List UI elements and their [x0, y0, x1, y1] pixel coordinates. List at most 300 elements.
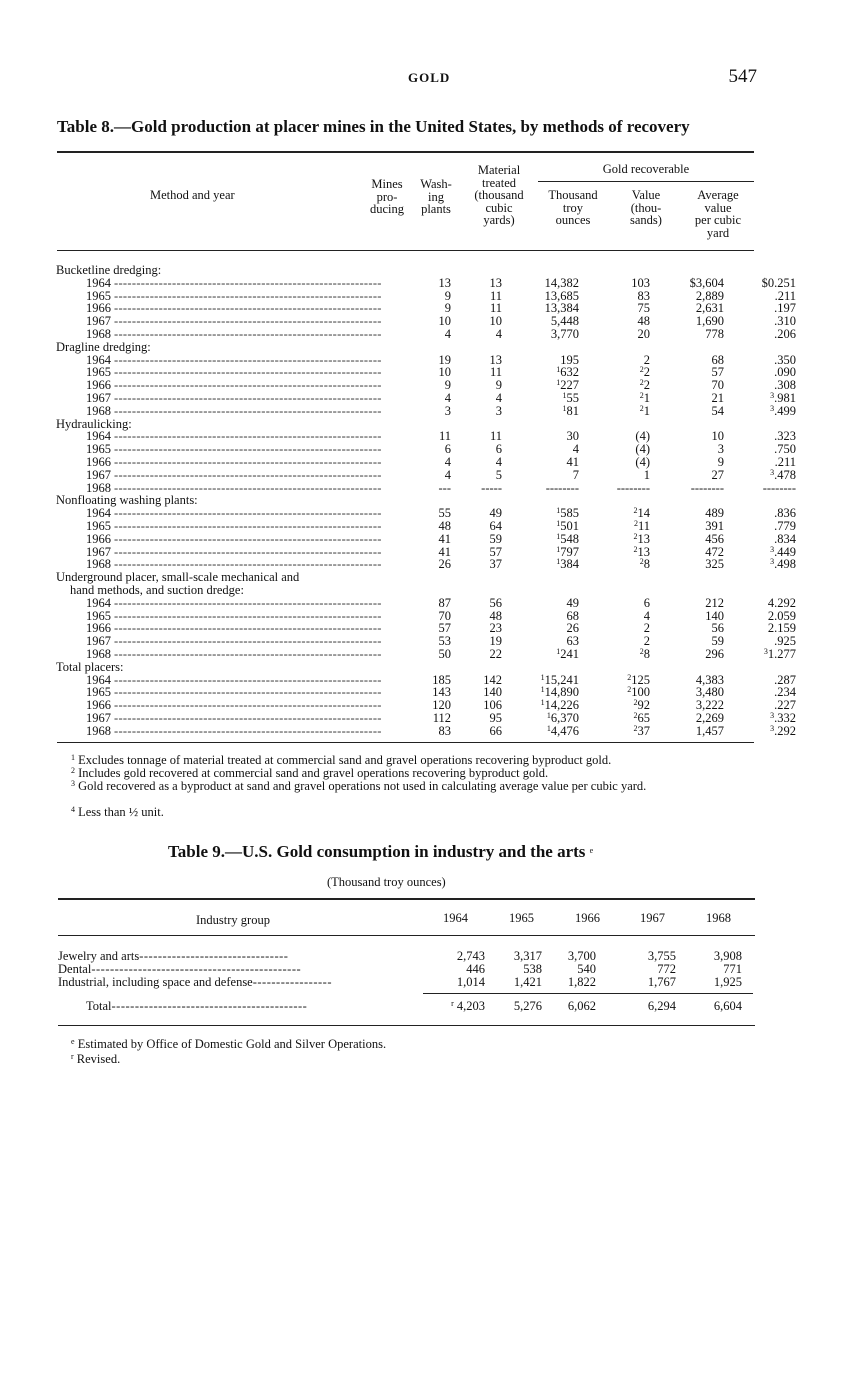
year-label: 1964	[86, 275, 111, 290]
table9-subtitle: (Thousand troy ounces)	[327, 875, 446, 889]
cell-mat: $^1$384	[556, 557, 579, 572]
cell-val: 59	[711, 634, 724, 649]
table8-bottom-rule	[57, 742, 754, 743]
header-1964: 1964	[443, 911, 468, 925]
cell-wash: 11	[489, 429, 502, 444]
dot-leader: ------------------------------------------------------------	[114, 635, 382, 648]
cell-avg: .350	[774, 352, 796, 367]
header-ounces: Thousand troy ounces	[548, 188, 598, 227]
cell-mines: 120	[432, 698, 451, 713]
cell-avg: $^3$1.277	[763, 646, 796, 661]
dot-leader: ------------------------------------------------------------	[114, 711, 382, 725]
footnote-3: $^3$ Gold recovered as a byproduct at sand and gravel operations not used in calculating average value per cubic yard.	[71, 779, 647, 793]
cell-oz: 2	[643, 634, 650, 649]
dot-leader: ------------------------------------------------------------	[114, 366, 382, 380]
dot-leader: ------------------------------------------------------------	[114, 379, 382, 392]
cell-wash: 11	[489, 301, 502, 316]
cell-mines: 4	[444, 454, 451, 469]
table8-row	[56, 467, 796, 482]
cell-mines: 10	[438, 365, 451, 380]
table8-row	[56, 646, 796, 661]
cell-oz: --------	[616, 480, 650, 495]
cell-wash: 95	[489, 710, 502, 725]
cell-val: $3,604	[689, 275, 724, 290]
cell-wash: 11	[489, 365, 502, 380]
cell-wash: 10	[489, 314, 502, 329]
cell-mat: 68	[566, 608, 579, 623]
cell-wash: 48	[489, 608, 502, 623]
cell-avg: --------	[762, 480, 796, 495]
cell-1964: 1,014	[456, 974, 485, 989]
cell-mat: 13,384	[544, 301, 579, 316]
cell-mat: 30	[566, 429, 579, 444]
cell-mines: 83	[438, 723, 451, 738]
cell-1964: 446	[466, 961, 485, 976]
cell-mat: $^1$632	[556, 365, 579, 380]
cell-wash: 6	[495, 442, 502, 457]
cell-mines: 3	[444, 403, 451, 418]
cell-mat: $^1$14,226	[540, 698, 579, 713]
year-label: 1968	[86, 326, 111, 341]
year-label: 1967	[86, 634, 111, 649]
cell-mines: 57	[438, 621, 451, 636]
year-label: 1967	[86, 314, 111, 329]
dot-leader: ------------------------------------------------------------	[114, 545, 382, 559]
cell-wash: 37	[489, 557, 502, 572]
cell-wash: 13	[489, 352, 502, 367]
cell-mat: $^1$81	[562, 403, 579, 418]
cell-oz: $^2$37	[633, 723, 650, 738]
cell-oz: 6	[643, 595, 650, 610]
dot-leader: ------------------------------------------------------------	[114, 455, 382, 469]
cell-val: 9	[717, 454, 724, 469]
cell-val: 1,690	[695, 314, 724, 329]
cell-mat: $^1$4,476	[546, 723, 579, 738]
cell-mat: 49	[566, 595, 579, 610]
cell-mat: $^1$14,890	[540, 685, 579, 700]
cell-wash: 3	[495, 403, 502, 418]
cell-wash: 9	[495, 378, 502, 393]
cell-val: 3	[717, 442, 724, 457]
cell-val: 2,631	[695, 301, 724, 316]
group-label: Hydraulicking:	[56, 416, 132, 431]
dot-leader: ------------------------------------------------------------	[114, 596, 382, 610]
table8-row	[56, 378, 796, 393]
cell-avg: .310	[774, 314, 796, 329]
footnote-e: $^e$ Estimated by Office of Domestic Gold and Silver Operations.	[71, 1037, 387, 1051]
cell-mines: 26	[438, 557, 451, 572]
cell-val: 296	[705, 646, 724, 661]
cell-oz: $^2$14	[633, 506, 650, 521]
dot-leader: ------------------------------------------------------------	[114, 289, 382, 303]
header-1968: 1968	[706, 911, 731, 925]
year-label: 1965	[86, 685, 111, 700]
cell-mat: $^1$6,370	[546, 710, 579, 725]
table8-row	[56, 506, 796, 521]
cell-val: 778	[705, 326, 724, 341]
cell-wash: 4	[495, 326, 502, 341]
table8-body	[56, 263, 796, 738]
cell-val: 1,457	[695, 723, 724, 738]
cell-mat: 13,685	[544, 288, 579, 303]
cell-mat: $^1$227	[556, 378, 579, 393]
header-1965: 1965	[509, 911, 534, 925]
cell-avg: 2.159	[767, 621, 796, 636]
cell-mines: 4	[444, 390, 451, 405]
cell-val: 2,889	[695, 288, 724, 303]
cell-avg: .090	[774, 365, 796, 380]
year-label: 1964	[86, 595, 111, 610]
table8-group-row	[56, 264, 756, 277]
table8-row	[56, 518, 796, 533]
cell-val: 3,480	[695, 685, 724, 700]
group-label: Underground placer, small-scale mechanical and	[56, 570, 300, 585]
table9-body	[58, 950, 758, 988]
cell-mat: $^1$55	[562, 390, 579, 405]
cell-mines: 112	[432, 710, 451, 725]
header-value: Value (thou- sands)	[630, 188, 662, 227]
year-label: 1967	[86, 710, 111, 725]
dot-leader: ------------------------------------------------------------	[114, 647, 382, 661]
cell-val: 57	[711, 365, 724, 380]
cell-val: 2,269	[695, 710, 724, 725]
cell-wash: 23	[489, 621, 502, 636]
dot-leader: ------------------------------------------------------------	[114, 532, 382, 546]
cell-avg: .227	[774, 698, 796, 713]
dot-leader: ------------------------------------------------------------	[114, 327, 382, 341]
cell-oz: (4)	[635, 454, 650, 469]
dot-leader: ------------------------------------------------------------	[114, 519, 382, 533]
cell-val: 212	[705, 595, 724, 610]
cell-avg: $^3$.981	[770, 390, 796, 405]
cell-mines: 19	[438, 352, 451, 367]
cell-mat: 14,382	[544, 275, 579, 290]
header-material: Material treated (thousand cubic yards)	[474, 163, 524, 227]
table8-row	[56, 621, 796, 636]
cell-mines: 55	[438, 506, 451, 521]
cell-mines: 13	[438, 275, 451, 290]
cell-1965: 3,317	[513, 949, 542, 963]
table8-row	[56, 672, 796, 687]
year-label: 1967	[86, 467, 111, 482]
table8-row	[56, 442, 796, 457]
header-mines: Mines pro- ducing	[369, 177, 405, 216]
cell-val: 27	[711, 467, 724, 482]
cell-oz: 2	[643, 621, 650, 636]
cell-avg: 4.292	[767, 595, 796, 610]
cell-1966: 6,062	[567, 999, 596, 1013]
cell-val: 68	[711, 352, 724, 367]
table8-row	[56, 365, 796, 380]
cell-mines: 9	[444, 288, 451, 303]
cell-avg: $^3$.332	[770, 710, 796, 725]
cell-1967: 3,755	[647, 949, 676, 963]
year-label: 1967	[86, 390, 111, 405]
dot-leader: ------------------------------------------------------------	[114, 673, 382, 687]
cell-wash: 142	[483, 672, 502, 687]
cell-oz: $^2$8	[639, 646, 650, 661]
table9-header-rule	[58, 935, 755, 936]
table8-group-row	[56, 494, 756, 507]
cell-oz: $^2$13	[633, 544, 650, 559]
cell-wash: 49	[489, 506, 502, 521]
table9-total-rule	[423, 993, 753, 994]
cell-wash: 106	[483, 698, 502, 713]
dot-leader: ------------------------------------------------------------	[114, 276, 382, 290]
cell-oz: 4	[643, 608, 650, 623]
footnote-2: $^2$ Includes gold recovered at commercial sand and gravel operations recovering byproduct gold.	[71, 766, 549, 780]
cell-avg: .323	[774, 429, 796, 444]
cell-1968: 3,908	[713, 949, 742, 963]
industry-label: Jewelry and arts--------------------------------	[58, 949, 289, 963]
dot-leader: ------------------------------------------------------------	[114, 315, 382, 328]
group-label: Dragline dredging:	[56, 339, 151, 354]
cell-avg: 2.059	[767, 608, 796, 623]
table8-row	[56, 698, 796, 713]
table8-group-row	[56, 584, 756, 597]
cell-1968: 771	[723, 961, 742, 976]
cell-mines: 11	[438, 429, 451, 444]
cell-mines: 10	[438, 314, 451, 329]
cell-avg: .234	[774, 685, 796, 700]
cell-wash: 13	[489, 275, 502, 290]
dot-leader: ------------------------------------------------------------	[114, 468, 382, 482]
cell-oz: 75	[637, 301, 650, 316]
table8-group-row	[56, 341, 756, 354]
cell-oz: $^2$65	[633, 710, 650, 725]
cell-mines: 9	[444, 301, 451, 316]
industry-label: Total------------------------------------------	[86, 999, 308, 1013]
cell-wash: 4	[495, 454, 502, 469]
cell-wash: 57	[489, 544, 502, 559]
cell-mat: $^1$241	[556, 646, 579, 661]
cell-mat: 63	[566, 634, 579, 649]
gold-group-rule	[538, 181, 754, 182]
header-method: Method and year	[150, 188, 235, 202]
table8-row	[56, 314, 796, 329]
year-label: 1967	[86, 544, 111, 559]
table8-header-rule	[57, 250, 754, 251]
dot-leader: ------------------------------------------------------------	[114, 699, 382, 712]
table8-group-row	[56, 571, 756, 584]
cell-val: 489	[705, 506, 724, 521]
cell-avg: .211	[774, 454, 796, 469]
dot-leader: ------------------------------------------------------------	[114, 558, 382, 572]
cell-mat: 195	[560, 352, 579, 367]
cell-mines: 41	[438, 531, 451, 546]
cell-avg: $0.251	[761, 275, 796, 290]
table8-title: Table 8.—Gold production at placer mines in the United States, by methods of recovery	[57, 117, 690, 136]
table8-row	[56, 608, 796, 623]
cell-oz: $^2$100	[627, 685, 650, 700]
cell-wash: 11	[489, 288, 502, 303]
cell-avg: .308	[774, 378, 796, 393]
table8-row	[56, 301, 796, 316]
cell-mat: $^1$797	[556, 544, 579, 559]
cell-wash: 56	[489, 595, 502, 610]
header-average: Average value per cubic yard	[694, 188, 742, 240]
cell-val: 10	[711, 429, 724, 444]
table9-row	[58, 976, 758, 989]
cell-1965: 1,421	[513, 974, 542, 989]
cell-avg: $^3$.292	[770, 723, 796, 738]
cell-wash: 66	[489, 723, 502, 738]
group-label: Bucketline dredging:	[56, 263, 162, 277]
cell-wash: 59	[489, 531, 502, 546]
cell-val: 456	[705, 531, 724, 546]
header-1966: 1966	[575, 911, 600, 925]
dot-leader: ------------------------------------------------------------	[114, 609, 382, 623]
cell-oz: 1	[643, 467, 650, 482]
dot-leader: ------------------------------------------------------------	[114, 391, 382, 405]
cell-1966: 540	[577, 961, 596, 976]
year-label: 1966	[86, 378, 111, 393]
cell-val: --------	[690, 480, 724, 495]
cell-mat: 3,770	[550, 326, 579, 341]
table8-row	[56, 634, 796, 649]
dot-leader: ------------------------------------------------------------	[114, 481, 382, 495]
header-industry-group: Industry group	[196, 913, 270, 927]
cell-avg: .211	[774, 288, 796, 303]
year-label: 1964	[86, 429, 111, 444]
cell-avg: $^3$.499	[770, 403, 796, 418]
footnote-4: $^4$ Less than ½ unit.	[71, 805, 164, 819]
table8-row	[56, 429, 796, 444]
table8-row	[56, 288, 796, 303]
cell-oz: 103	[631, 275, 650, 290]
running-head-title: GOLD	[408, 70, 451, 85]
cell-mines: 4	[444, 326, 451, 341]
cell-avg: .836	[774, 506, 796, 521]
cell-val: 3,222	[695, 698, 724, 713]
year-label: 1966	[86, 301, 111, 316]
cell-avg: .834	[774, 531, 796, 546]
table8-row	[56, 454, 796, 469]
cell-mat: 7	[572, 467, 579, 482]
table9-top-rule	[58, 898, 755, 900]
cell-mines: 4	[444, 467, 451, 482]
year-label: 1968	[86, 646, 111, 661]
table8-group-row	[56, 418, 756, 431]
year-label: 1965	[86, 442, 111, 457]
page-number: 547	[728, 66, 757, 87]
year-label: 1965	[86, 608, 111, 623]
running-head	[0, 66, 863, 90]
cell-mat: $^1$501	[556, 518, 579, 533]
cell-avg: .925	[774, 634, 796, 649]
cell-avg: $^3$.498	[770, 557, 796, 572]
dot-leader: ------------------------------------------------------------	[114, 404, 382, 418]
cell-mines: 70	[438, 608, 451, 623]
dot-leader: ------------------------------------------------------------	[114, 622, 382, 636]
group-label: hand methods, and suction dredge:	[70, 582, 244, 597]
cell-wash: 4	[495, 390, 502, 405]
cell-oz: $^2$92	[633, 698, 650, 713]
cell-mines: ---	[438, 480, 451, 495]
cell-mines: 87	[438, 595, 451, 610]
cell-1967: 6,294	[647, 999, 676, 1013]
cell-mat: 4	[572, 442, 579, 457]
cell-oz: $^2$8	[639, 557, 650, 572]
table8-group-row	[56, 661, 756, 674]
industry-label: Industrial, including space and defense-----------------	[58, 974, 332, 989]
year-label: 1966	[86, 698, 111, 713]
header-washing: Wash- ing plants	[420, 177, 452, 216]
header-1967: 1967	[640, 911, 665, 925]
header-gold-recoverable: Gold recoverable	[602, 162, 690, 176]
dot-leader: ------------------------------------------------------------	[114, 353, 382, 367]
year-label: 1968	[86, 480, 111, 495]
cell-1968: 6,604	[713, 999, 742, 1013]
table8-row	[56, 544, 796, 559]
cell-oz: 48	[637, 314, 650, 329]
cell-val: 391	[705, 518, 724, 533]
group-label: Nonfloating washing plants:	[56, 493, 198, 508]
cell-1966: 1,822	[567, 974, 596, 989]
footnote-r: $^r$ Revised.	[71, 1052, 121, 1066]
cell-oz: $^2$13	[633, 531, 650, 546]
table8-row	[56, 531, 796, 546]
cell-mat: 41	[566, 454, 579, 469]
cell-val: 21	[711, 390, 724, 405]
cell-mines: 143	[432, 685, 451, 700]
cell-mat: 5,448	[550, 314, 579, 329]
cell-1967: 1,767	[647, 974, 676, 989]
cell-avg: .197	[774, 301, 796, 316]
cell-oz: 83	[637, 288, 650, 303]
cell-val: 54	[711, 403, 724, 418]
cell-mines: 41	[438, 544, 451, 559]
dot-leader: ------------------------------------------------------------	[114, 302, 382, 316]
footnote-1: $^1$ Excludes tonnage of material treated at commercial sand and gravel operations recovering byproduct gold.	[71, 753, 612, 767]
cell-val: 472	[705, 544, 724, 559]
cell-mines: 48	[438, 518, 451, 533]
cell-oz: 20	[637, 326, 650, 341]
table8-row	[56, 710, 796, 725]
cell-val: 70	[711, 378, 724, 393]
cell-oz: $^2$1	[639, 390, 650, 405]
cell-mat: $^1$585	[556, 506, 579, 521]
table8-row	[56, 685, 796, 700]
cell-wash: 19	[489, 634, 502, 649]
year-label: 1965	[86, 288, 111, 303]
table8-row	[56, 326, 796, 341]
dot-leader: ------------------------------------------------------------	[114, 724, 382, 738]
cell-avg: $^3$.449	[770, 544, 796, 559]
cell-oz: 2	[643, 352, 650, 367]
industry-label: Dental---------------------------------------------	[58, 961, 302, 976]
table8-row	[56, 275, 796, 290]
cell-oz: (4)	[635, 442, 650, 457]
year-label: 1968	[86, 557, 111, 572]
cell-avg: .287	[774, 672, 796, 687]
cell-avg: .779	[774, 518, 796, 533]
cell-oz: $^2$2	[639, 365, 650, 380]
cell-wash: -----	[481, 480, 502, 495]
cell-1964: $^r$ 4,203	[451, 999, 485, 1013]
cell-avg: .206	[774, 326, 796, 341]
cell-avg: .750	[774, 442, 796, 457]
dot-leader: ------------------------------------------------------------	[114, 443, 382, 456]
cell-1967: 772	[657, 961, 676, 976]
table8-row	[56, 595, 796, 610]
cell-mat: $^1$548	[556, 531, 579, 546]
year-label: 1968	[86, 403, 111, 418]
cell-oz: $^2$125	[627, 672, 650, 687]
cell-mines: 53	[438, 634, 451, 649]
cell-1966: 3,700	[567, 949, 596, 963]
cell-val: 325	[705, 557, 724, 572]
